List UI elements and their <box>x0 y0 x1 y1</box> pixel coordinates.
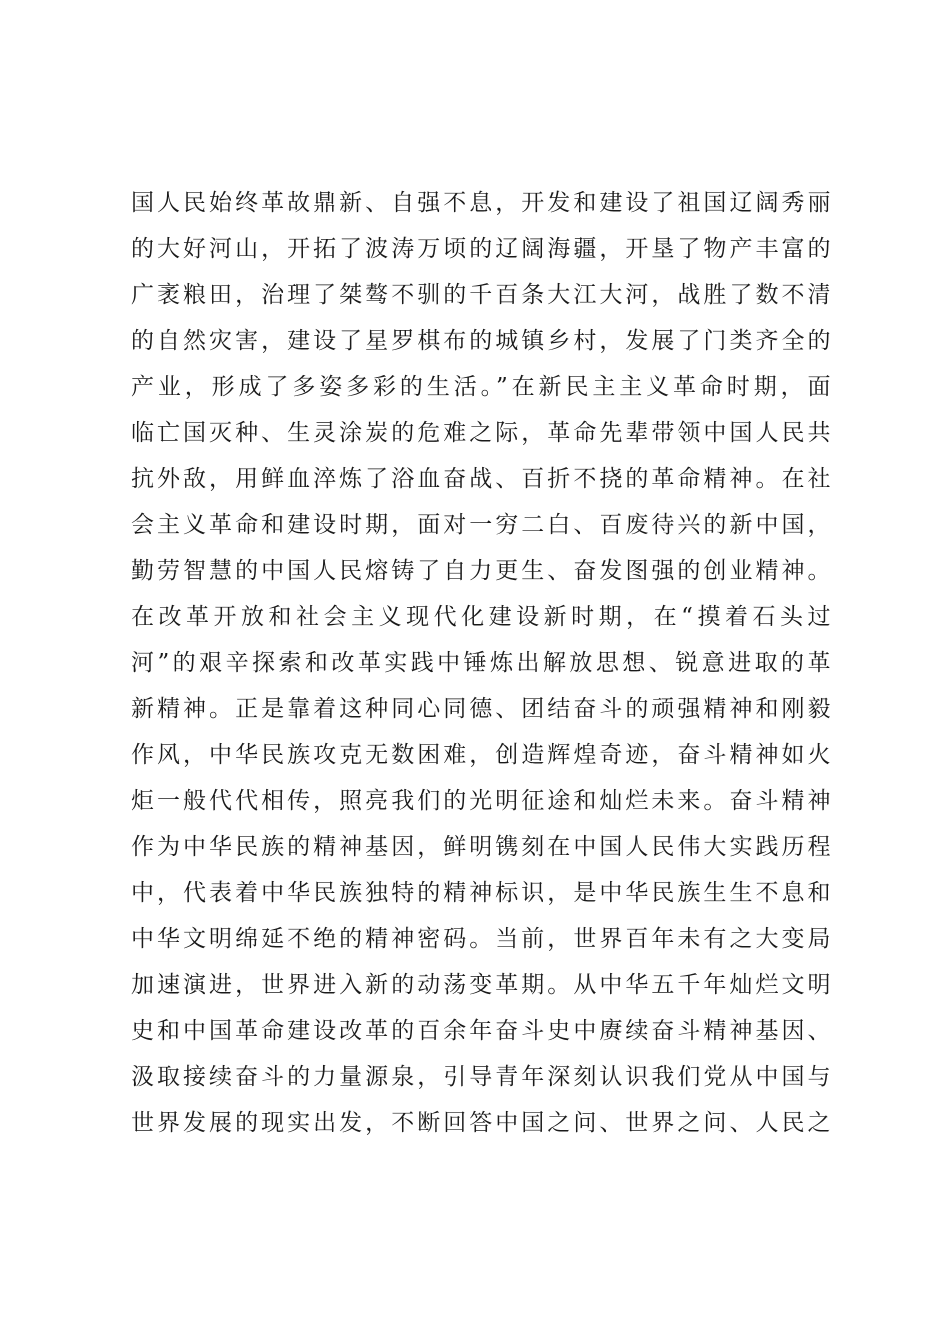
text-line: 的大好河山，开拓了波涛万顷的辽阔海疆，开垦了物产丰富的 <box>131 236 831 262</box>
text-line: 产业，形成了多姿多彩的生活。”在新民主主义革命时期，面 <box>131 374 831 400</box>
text-line: 勤劳智慧的中国人民熔铸了自力更生、奋发图强的创业精神。 <box>131 558 831 584</box>
text-line: 广袤粮田，治理了桀骜不驯的千百条大江大河，战胜了数不清 <box>131 282 831 308</box>
text-line: 新精神。正是靠着这种同心同德、团结奋斗的顽强精神和刚毅 <box>131 696 831 722</box>
text-line: 河”的艰辛探索和改革实践中锤炼出解放思想、锐意进取的革 <box>131 650 831 676</box>
text-line: 国人民始终革故鼎新、自强不息，开发和建设了祖国辽阔秀丽 <box>131 190 831 216</box>
body-paragraph <box>131 180 831 1146</box>
text-line: 中，代表着中华民族独特的精神标识，是中华民族生生不息和 <box>131 880 831 906</box>
text-line: 抗外敌，用鲜血淬炼了浴血奋战、百折不挠的革命精神。在社 <box>131 466 831 492</box>
text-line: 世界发展的现实出发，不断回答中国之问、世界之问、人民之 <box>131 1110 831 1136</box>
text-line: 作为中华民族的精神基因，鲜明镌刻在中国人民伟大实践历程 <box>131 834 831 860</box>
text-line: 史和中国革命建设改革的百余年奋斗史中赓续奋斗精神基因、 <box>131 1018 831 1044</box>
text-line: 加速演进，世界进入新的动荡变革期。从中华五千年灿烂文明 <box>131 972 831 998</box>
text-line: 作风，中华民族攻克无数困难，创造辉煌奇迹，奋斗精神如火 <box>131 742 831 768</box>
text-line: 中华文明绵延不绝的精神密码。当前，世界百年未有之大变局 <box>131 926 831 952</box>
text-line: 炬一般代代相传，照亮我们的光明征途和灿烂未来。奋斗精神 <box>131 788 831 814</box>
text-line: 的自然灾害，建设了星罗棋布的城镇乡村，发展了门类齐全的 <box>131 328 831 354</box>
text-line: 会主义革命和建设时期，面对一穷二白、百废待兴的新中国， <box>131 512 831 538</box>
text-line: 临亡国灭种、生灵涂炭的危难之际，革命先辈带领中国人民共 <box>131 420 831 446</box>
text-line: 在改革开放和社会主义现代化建设新时期，在“摸着石头过 <box>131 604 831 630</box>
text-line: 汲取接续奋斗的力量源泉，引导青年深刻认识我们党从中国与 <box>131 1064 831 1090</box>
